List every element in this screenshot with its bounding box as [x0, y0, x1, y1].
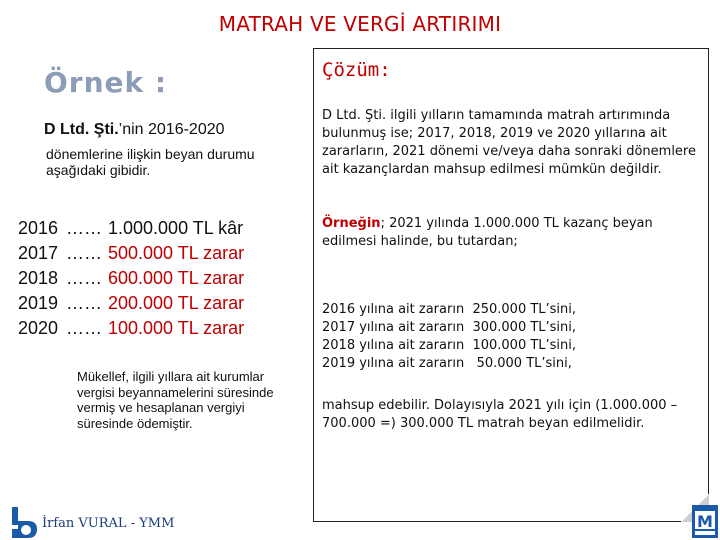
year-value: 1.000.000 TL kâr: [108, 218, 244, 238]
year-row: [18, 316, 244, 341]
company-name: D Ltd. Şti.: [44, 121, 119, 138]
solution-heading: Çözüm:: [322, 59, 391, 81]
year-row: [18, 241, 244, 266]
solution-paragraph: D Ltd. Şti. ilgili yılların tamamında matrah artırımında bulunmuş ise; 2017, 2018, 2019 ve 2020 yıllarına ait zararların, 2021 dönemi ve/veya daha sonraki dönemlere ait kazançlardan mahsup edilmesi mümkün değildir.: [322, 108, 696, 177]
ymm-logo-icon: [692, 505, 718, 538]
year-value: 500.000 TL zarar: [108, 243, 245, 263]
year-list: [18, 216, 244, 341]
deduction-list: [322, 301, 704, 373]
intro-line-1: [44, 121, 225, 139]
taxpayer-note: Mükellef, ilgili yıllara ait kurumlar vergisi beyannamelerini süresinde vermiş ve hesaplanan vergiyi süresinde ödemiştir.: [77, 369, 274, 431]
year-dots: ……: [66, 243, 102, 263]
year-dots: ……: [66, 318, 102, 338]
year-label: 2019: [18, 293, 59, 313]
year-row: [18, 266, 244, 291]
year-label: 2018: [18, 268, 59, 288]
example-paragraph: [322, 215, 704, 251]
deduction-row: 2016 yılına ait zararın 250.000 TL’sini,: [322, 302, 577, 317]
deduction-row: 2017 yılına ait zararın 300.000 TL’sini,: [322, 320, 577, 335]
page-title: MATRAH VE VERGİ ARTIRIMI: [218, 12, 502, 36]
year-label: 2020: [18, 318, 59, 338]
example-label: Örneğin: [322, 216, 381, 231]
ymm-logo-letter: M: [697, 512, 713, 531]
year-value: 100.000 TL zarar: [108, 318, 245, 338]
conclusion-paragraph: mahsup edebilir. Dolayısıyla 2021 yılı için (1.000.000 – 700.000 =) 300.000 TL matrah beyan edilmelidir.: [322, 398, 678, 431]
year-row: [18, 216, 244, 241]
intro-rest: ’nin 2016-2020: [118, 121, 225, 138]
intro-line-2: dönemlerine ilişkin beyan durumu aşağıdaki gibidir.: [46, 146, 255, 178]
year-dots: ……: [66, 293, 102, 313]
year-label: 2017: [18, 243, 59, 263]
year-dots: ……: [66, 218, 102, 238]
example-heading: Örnek :: [44, 66, 168, 99]
deduction-row: 2018 yılına ait zararın 100.000 TL’sini,: [322, 338, 577, 353]
year-value: 200.000 TL zarar: [108, 293, 245, 313]
example-text: ; 2021 yılında 1.000.000 TL kazanç beyan edilmesi halinde, bu tutardan;: [322, 216, 653, 249]
solution-box: [313, 48, 709, 522]
year-label: 2016: [18, 218, 59, 238]
year-row: [18, 291, 244, 316]
year-dots: ……: [66, 268, 102, 288]
author-credit: İrfan VURAL - YMM: [42, 516, 175, 531]
firm-logo-icon: [6, 505, 38, 540]
year-value: 600.000 TL zarar: [108, 268, 245, 288]
deduction-row: 2019 yılına ait zararın 50.000 TL’sini,: [322, 356, 572, 371]
